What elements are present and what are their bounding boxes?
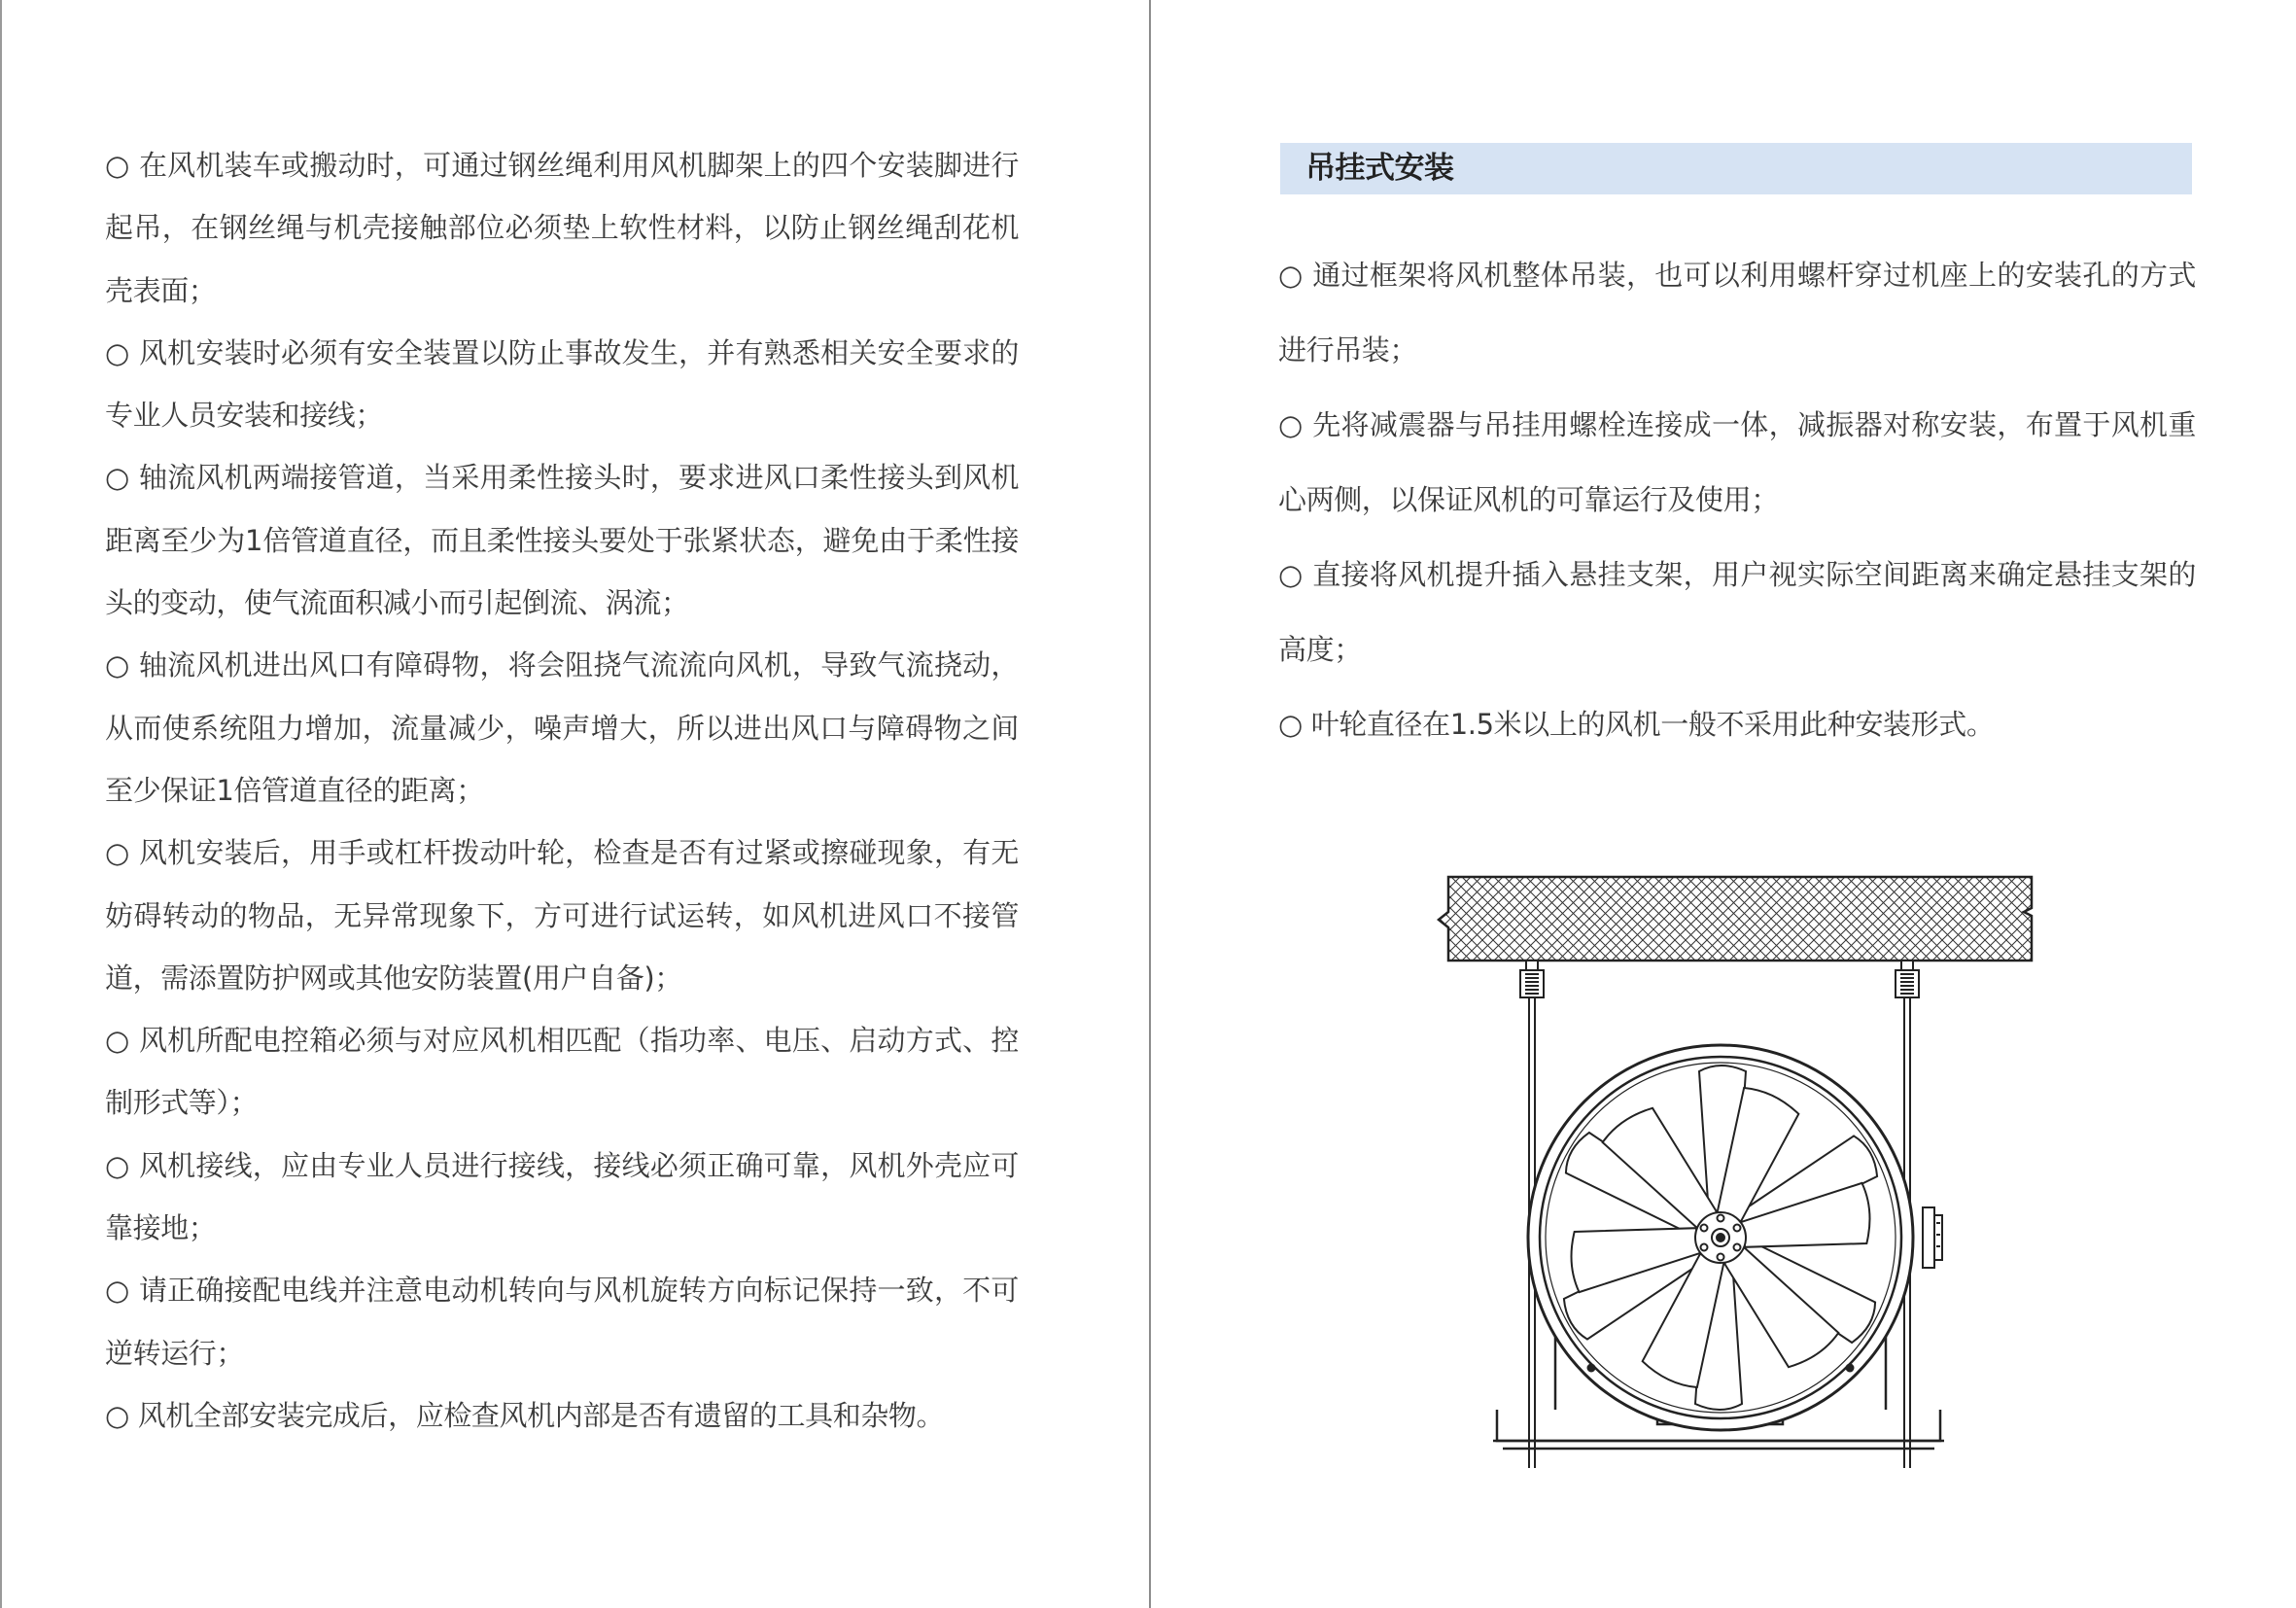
right-paragraph-2: ○ 先将减震器与吊挂用螺栓连接成一体，减振器对称安装，布置于风机重心两侧，以保证风机的可靠运行及使用；: [1278, 408, 2196, 516]
left-paragraph-2: ○ 风机安装时必须有安全装置以防止事故发生，并有熟悉相关安全要求的专业人员安装和接线；: [105, 335, 1019, 433]
left-paragraph-8: ○ 请正确接配电线并注意电动机转向与风机旋转方向标记保持一致，不可逆转运行；: [105, 1274, 1019, 1370]
left-paragraph-1: ○ 在风机装车或搬动时，可通过钢丝绳利用风机脚架上的四个安装脚进行起吊，在钢丝绳与机壳接触部位必须垫上软性材料，以防止钢丝绳刮花机壳表面；: [105, 149, 1019, 307]
left-paragraph-4: ○ 轴流风机进出风口有障碍物，将会阻挠气流流向风机，导致气流挠动，从而使系统阻力增加，流量减少，噪声增大，所以进出风口与障碍物之间至少保证1倍管道直径的距离；: [105, 648, 1019, 807]
left-page-text: [105, 134, 1019, 1447]
right-page: [1149, 0, 2296, 1608]
right-paragraph-3: ○ 直接将风机提升插入悬挂支架，用户视实际空间距离来确定悬挂支架的高度；: [1278, 558, 2196, 666]
impeller-hub: [1695, 1212, 1746, 1263]
left-paragraph-3: ○ 轴流风机两端接管道，当采用柔性接头时，要求进风口柔性接头到风机距离至少为1倍管道直径，而且柔性接头要处于张紧状态，避免由于柔性接头的变动，使气流面积减小而引起倒流、涡流；: [105, 461, 1019, 620]
section-header: [1280, 143, 2192, 194]
section-title: 吊挂式安装: [1305, 151, 1454, 186]
right-paragraph-4: ○ 叶轮直径在1.5米以上的风机一般不采用此种安装形式。: [1278, 708, 1995, 741]
right-page-text: [1278, 238, 2196, 762]
right-paragraph-1: ○ 通过框架将风机整体吊装，也可以利用螺杆穿过机座上的安装孔的方式进行吊装；: [1278, 259, 2196, 367]
junction-box: [1923, 1207, 1942, 1268]
left-paragraph-5: ○ 风机安装后，用手或杠杆拨动叶轮，检查是否有过紧或擦碰现象，有无妨碍转动的物品，无异常现象下，方可进行试运转，如风机进风口不接管道，需添置防护网或其他安防装置(用户自备)；: [105, 836, 1019, 995]
ceiling-slab: [1439, 877, 2032, 961]
left-paragraph-9: ○ 风机全部安装完成后，应检查风机内部是否有遗留的工具和杂物。: [105, 1398, 945, 1432]
left-page: [0, 0, 1147, 1608]
suspended-fan-installation-drawing: [1429, 865, 2051, 1487]
left-paragraph-7: ○ 风机接线，应由专业人员进行接线，接线必须正确可靠，风机外壳应可靠接地；: [105, 1148, 1019, 1245]
left-paragraph-6: ○ 风机所配电控箱必须与对应风机相匹配（指功率、电压、启动方式、控制形式等）；: [105, 1024, 1019, 1120]
